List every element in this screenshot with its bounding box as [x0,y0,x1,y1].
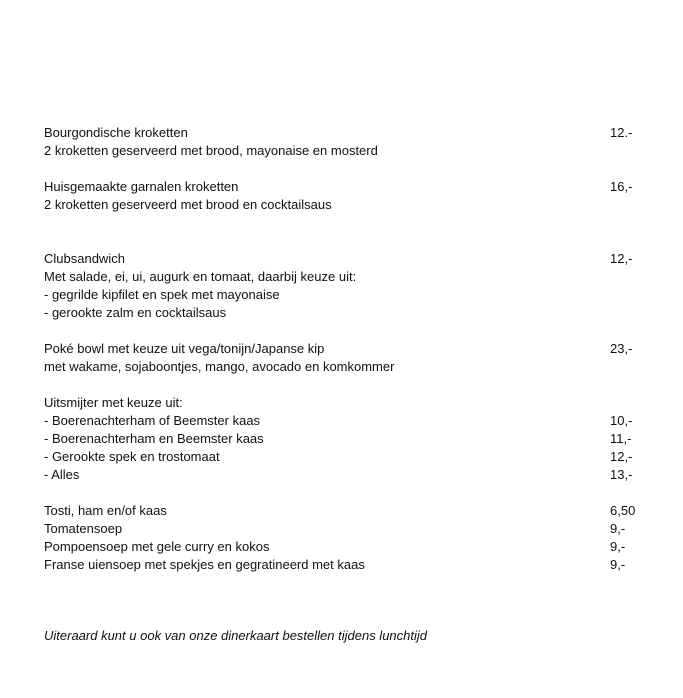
option-price: 11,- [610,431,632,446]
item-price: 6,50 [610,503,636,518]
spacer [44,322,644,340]
option-label: - Alles [44,467,80,482]
item-title: Franse uiensoep met spekjes en gegratineerd met kaas [44,557,365,572]
option-price: 13,- [610,467,633,482]
spacer [44,160,644,178]
spacer [44,214,644,250]
item-title: Bourgondische kroketten [44,125,188,140]
item-description: Met salade, ei, ui, augurk en tomaat, daarbij keuze uit: [44,269,357,284]
menu-item-poke-bowl [44,340,644,358]
spacer [44,484,644,502]
menu-item-tomatensoep [44,520,644,538]
item-title: Huisgemaakte garnalen kroketten [44,179,239,194]
option-label: - Gerookte spek en trostomaat [44,449,220,464]
item-title: Tomatensoep [44,521,123,536]
menu-item-pompoensoep [44,538,644,556]
item-option [44,412,644,430]
item-option: - gerookte zalm en cocktailsaus [44,305,227,320]
item-price: 12.- [610,125,633,140]
item-option [44,448,644,466]
menu-item-kroketten [44,124,644,142]
item-description: met wakame, sojaboontjes, mango, avocado en komkommer [44,359,395,374]
item-description: 2 kroketten geserveerd met brood, mayonaise en mosterd [44,143,378,158]
menu-item-uitsmijter: Uitsmijter met keuze uit: [44,395,183,410]
item-price: 9,- [610,539,626,554]
item-option: - gegrilde kipfilet en spek met mayonaise [44,287,280,302]
option-label: - Boerenachterham en Beemster kaas [44,431,264,446]
item-price: 9,- [610,521,626,536]
option-price: 10,- [610,413,633,428]
menu-item-garnalen-kroketten [44,178,644,196]
item-price: 23,- [610,341,633,356]
item-title: Pompoensoep met gele curry en kokos [44,539,270,554]
item-price: 12,- [610,251,633,266]
item-title: Clubsandwich [44,251,125,266]
item-title: Poké bowl met keuze uit vega/tonijn/Japanse kip [44,341,325,356]
menu-item-clubsandwich [44,250,644,268]
item-option [44,430,644,448]
option-label: - Boerenachterham of Beemster kaas [44,413,261,428]
footer-note: Uiteraard kunt u ook van onze dinerkaart bestellen tijdens lunchtijd [44,628,428,643]
spacer [44,376,644,394]
menu-item-uiensoep [44,556,644,574]
item-description: 2 kroketten geserveerd met brood en cocktailsaus [44,197,332,212]
item-title: Tosti, ham en/of kaas [44,503,167,518]
item-option [44,466,644,484]
item-price: 9,- [610,557,626,572]
lunch-menu [44,124,644,574]
option-price: 12,- [610,449,633,464]
menu-item-tosti [44,502,644,520]
item-price: 16,- [610,179,633,194]
